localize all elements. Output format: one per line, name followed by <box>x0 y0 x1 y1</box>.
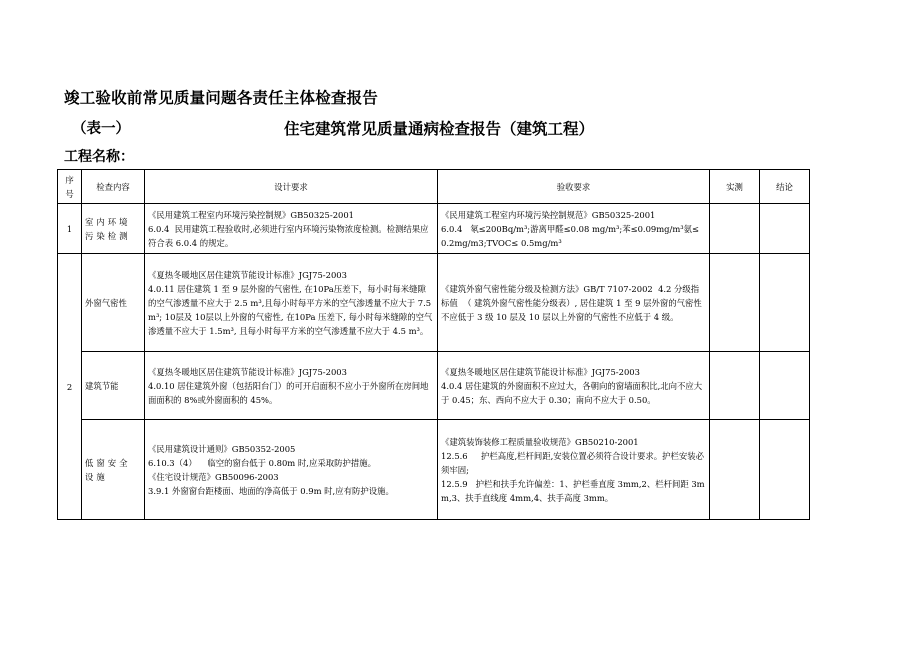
row-conclusion <box>760 204 810 254</box>
acceptance-text: 《建筑装饰装修工程质量验收规范》GB50210-2001 <box>441 436 639 447</box>
design-text: 3.9.1 外窗窗台距楼面、地面的净高低于 0.9m 时,应有防护设施。 <box>148 485 394 496</box>
row-measured <box>710 204 760 254</box>
design-text: 《住宅设计规范》GB50096-2003 <box>148 471 279 482</box>
design-text: 《夏热冬暖地区居住建筑节能设计标准》JGJ75-2003 <box>148 366 347 377</box>
row-conclusion <box>760 254 810 352</box>
acceptance-text: 12.5.6 护栏高度,栏杆间距,安装位置必须符合设计要求。护栏安装必须牢固; <box>441 450 705 475</box>
acceptance-text: 6.0.4 氡≤200Bq/m³;游离甲醛≤0.08 mg/m³;苯≤0.09mg/m³氨≤0.2mg/m3;TVOC≤ 0.5mg/m³ <box>441 223 700 248</box>
header-design: 设计要求 <box>145 170 438 204</box>
row-item: 低窗安全设施 <box>82 420 145 520</box>
row-measured <box>710 352 760 420</box>
header-measured: 实测 <box>710 170 760 204</box>
row-design <box>145 420 438 520</box>
row-acceptance <box>438 254 710 352</box>
row-item: 外窗气密性 <box>82 254 145 352</box>
design-text: 《夏热冬暖地区居住建筑节能设计标准》JGJ75-2003 <box>148 269 347 280</box>
header-item: 检查内容 <box>82 170 145 204</box>
acceptance-text: 《夏热冬暖地区居住建筑节能设计标准》JGJ75-2003 <box>441 366 640 377</box>
report-subtitle: 住宅建筑常见质量通病检查报告（建筑工程） <box>284 120 595 138</box>
design-text: 4.0.10 居住建筑外窗（包括阳台门）的可开启面积不应小于外窗所在房间地面面积的 8%或外窗面积的 45%。 <box>148 380 429 405</box>
acceptance-text: 《建筑外窗气密性能分级及检测方法》GB/T 7107-2002 4.2 分级指标值 （ 建筑外窗气密性能分级表）, 居住建筑 1 至 9 层外窗的气密性不应低于 3 级 10 层及 10 层以上外窗的气密性不应低于 4 级。 <box>441 283 702 322</box>
row-design <box>145 204 438 254</box>
report-title: 竣工验收前常见质量问题各责任主体检查报告 <box>64 89 379 107</box>
header-seq <box>58 170 82 204</box>
table-row <box>58 254 810 352</box>
row-item: 室内环境污染检测 <box>82 204 145 254</box>
row-measured <box>710 254 760 352</box>
row-design <box>145 352 438 420</box>
acceptance-text: 4.0.4 居住建筑的外窗面积不应过大，各朝向的窗墙面积比,北向不应大于 0.45；东、西向不应大于 0.30；南向不应大于 0.50。 <box>441 380 703 405</box>
design-text: 6.10.3（4） 临空的窗台低于 0.80m 时,应采取防护措施。 <box>148 457 376 468</box>
row-seq: 1 <box>58 204 82 254</box>
table-number: （表一） <box>72 121 130 137</box>
row-seq: 2 <box>58 254 82 520</box>
row-acceptance <box>438 352 710 420</box>
row-design <box>145 254 438 352</box>
row-acceptance <box>438 204 710 254</box>
row-conclusion <box>760 420 810 520</box>
design-text: 《民用建筑工程室内环境污染控制规》GB50325-2001 <box>148 209 355 220</box>
header-conclusion: 结论 <box>760 170 810 204</box>
row-conclusion <box>760 352 810 420</box>
acceptance-text: 12.5.9 护栏和扶手允许偏差：1、护栏垂直度 3mm,2、栏杆间距 3mm,3、扶手直线度 4mm,4、扶手高度 3mm。 <box>441 478 705 503</box>
row-item: 建筑节能 <box>82 352 145 420</box>
header-acceptance: 验收要求 <box>438 170 710 204</box>
acceptance-text: 《民用建筑工程室内环境污染控制规范》GB50325-2001 <box>441 209 656 220</box>
row-measured <box>710 420 760 520</box>
table-row <box>58 420 810 520</box>
header-seq-line1: 序 <box>65 174 74 185</box>
table-row <box>58 352 810 420</box>
header-row <box>58 170 810 204</box>
design-text: 4.0.11 居住建筑 1 至 9 层外窗的气密性, 在10Pa压差下，每小时每米缝隙的空气渗透量不应大于 2.5 m³,且每小时每平方米的空气渗透量不应大于 7.5 m³; 10层及 10层以上外窗的气密性, 在10Pa 压差下, 每小时每米缝隙的空气渗透量不应大于 1.5m³, 且每小时每平方米的空气渗透量不应大于 4.5 m³。 <box>148 283 434 336</box>
design-text: 《民用建筑设计通则》GB50352-2005 <box>148 443 296 454</box>
header-seq-line2: 号 <box>65 188 74 199</box>
design-text: 6.0.4 民用建筑工程验收时,必须进行室内环境污染物浓度检测。检测结果应符合表 6.0.4 的规定。 <box>148 223 429 248</box>
project-name-label: 工程名称： <box>64 149 134 165</box>
table-row <box>58 204 810 254</box>
row-acceptance <box>438 420 710 520</box>
inspection-table <box>57 169 810 520</box>
